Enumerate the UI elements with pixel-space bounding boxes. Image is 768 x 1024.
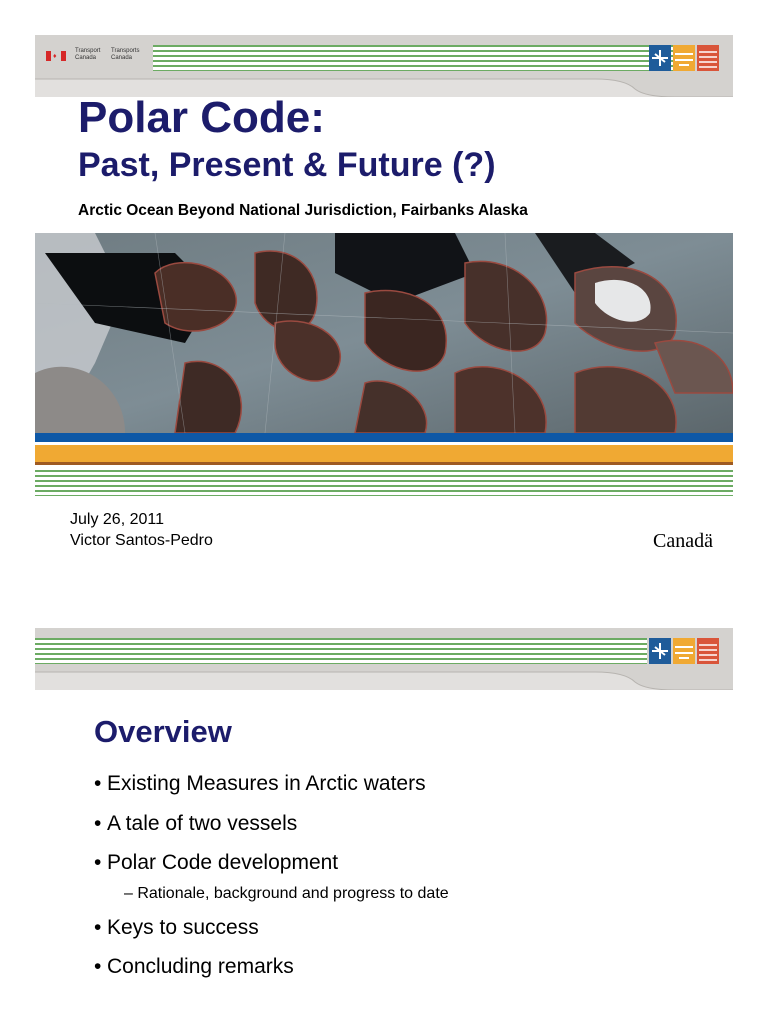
list-item: • Polar Code development bbox=[94, 851, 339, 874]
slide-header bbox=[35, 35, 733, 97]
list-item: • Concluding remarks bbox=[94, 955, 294, 978]
slide-header bbox=[35, 628, 733, 690]
green-stripes bbox=[35, 638, 647, 664]
presenter-name: Victor Santos-Pedro bbox=[70, 532, 213, 549]
page-title: Polar Code: bbox=[78, 93, 325, 142]
green-stripe-band bbox=[35, 470, 733, 496]
arctic-satellite-image bbox=[35, 233, 733, 433]
list-item: • Keys to success bbox=[94, 916, 259, 939]
list-item: • A tale of two vessels bbox=[94, 812, 298, 835]
sub-list-item: – Rationale, background and progress to date bbox=[124, 885, 449, 902]
canada-flag-icon: ♦ bbox=[46, 51, 66, 61]
agency-name-en: Transport Canada bbox=[75, 48, 101, 61]
green-stripes bbox=[153, 45, 673, 71]
blue-band bbox=[35, 433, 733, 442]
page-subtitle: Past, Present & Future (?) bbox=[78, 146, 496, 184]
presentation-date: July 26, 2011 bbox=[70, 511, 164, 528]
overview-heading: Overview bbox=[94, 714, 232, 749]
brown-band bbox=[35, 462, 733, 465]
canada-wordmark: Canadä bbox=[653, 530, 713, 552]
event-name: Arctic Ocean Beyond National Jurisdiction, Fairbanks Alaska bbox=[78, 202, 528, 219]
agency-name-fr: Transports Canada bbox=[111, 48, 140, 61]
overview-slide bbox=[0, 600, 768, 1024]
orange-band bbox=[35, 445, 733, 462]
list-item: • Existing Measures in Arctic waters bbox=[94, 772, 426, 795]
